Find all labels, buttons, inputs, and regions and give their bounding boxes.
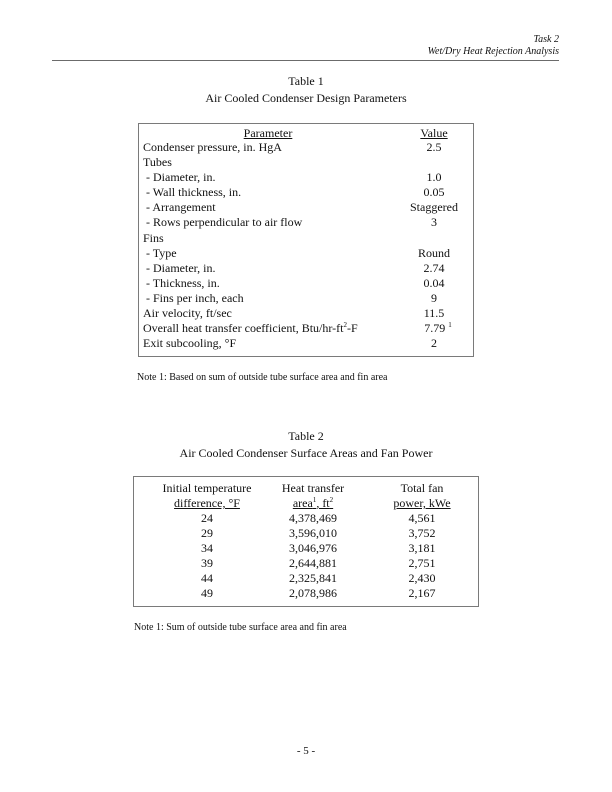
table1-header-value-label: Value [420, 126, 448, 140]
table2-cell-power: 2,167 [408, 586, 436, 600]
table1-row-value: 9 [431, 291, 437, 305]
page-number: - 5 - [296, 745, 316, 757]
table1-row-param-suffix: -F [346, 321, 358, 335]
table1-row-param: Tubes [143, 155, 172, 169]
table1-row-value: 3 [431, 215, 437, 229]
table2-header-col2-unit: , ft [316, 496, 330, 510]
table1-row-value: 1.0 [426, 170, 442, 184]
superscript: 2 [329, 496, 334, 504]
table1-row-param: Fins [143, 231, 164, 245]
table1-header-value [390, 126, 478, 140]
table2-cell-power: 3,181 [408, 541, 436, 555]
table2-number: Table 2 [288, 429, 324, 443]
table1-row-param: - Diameter, in. [143, 170, 216, 184]
table2-note: Note 1: Sum of outside tube surface area and fin area [134, 622, 347, 633]
table1-row-param: - Arrangement [143, 200, 216, 214]
table1-note: Note 1: Based on sum of outside tube surface area and fin area [137, 372, 388, 383]
table2-header-col2-line1: Heat transfer [281, 481, 345, 495]
table1-row-param-text: Overall heat transfer coefficient, Btu/hr-ft [143, 321, 344, 335]
table2-cell-itd: 24 [201, 511, 213, 525]
table2-header-col1-line2 [148, 496, 266, 510]
table2-cell-area: 2,078,986 [289, 586, 337, 600]
table1-row-param: - Rows perpendicular to air flow [143, 215, 303, 229]
table1-row-param: Exit subcooling, °F [143, 336, 237, 350]
table1-row-param: Condenser pressure, in. HgA [143, 140, 282, 154]
table1-title: Air Cooled Condenser Design Parameters [205, 91, 407, 105]
table2-cell-area: 2,644,881 [289, 556, 337, 570]
table1-row-param: - Thickness, in. [143, 276, 220, 290]
footnote-marker: 1 [448, 321, 452, 329]
table1-row-value: 11.5 [423, 306, 445, 320]
table2-cell-itd: 49 [201, 586, 213, 600]
table2-cell-area: 2,325,841 [289, 571, 337, 585]
table1-row-param: Air velocity, ft/sec [143, 306, 232, 320]
table1-row-value: 2.74 [423, 261, 445, 275]
table1-row-value: 0.04 [423, 276, 445, 290]
table2-cell-power: 3,752 [408, 526, 436, 540]
table2-cell-itd: 34 [201, 541, 213, 555]
table1-row-value: 2.5 [426, 140, 442, 154]
table2-cell-area: 3,596,010 [289, 526, 337, 540]
table1-header-parameter-label: Parameter [243, 126, 293, 140]
table2-cell-power: 2,430 [408, 571, 436, 585]
table1-row-param [143, 321, 358, 335]
header-subtitle: Wet/Dry Heat Rejection Analysis [427, 46, 559, 57]
table2-header-col3-line1: Total fan [400, 481, 444, 495]
table2-cell-itd: 39 [201, 556, 213, 570]
table1-row-value: Round [417, 246, 450, 260]
table2-header-col1-unit: difference, °F [174, 496, 240, 510]
table1-row-value-text: 7.79 [424, 321, 446, 335]
table1-row-param: - Diameter, in. [143, 261, 216, 275]
superscript: 2 [343, 321, 347, 329]
header-divider [52, 60, 559, 61]
table1-header-parameter [143, 126, 393, 140]
table2-cell-area: 3,046,976 [289, 541, 337, 555]
footnote-marker: 1 [312, 496, 317, 504]
table2-cell-power: 4,561 [408, 511, 436, 525]
header-task-label: Task 2 [533, 34, 559, 45]
table2-header-col3-line2 [363, 496, 481, 510]
table2-cell-itd: 29 [201, 526, 213, 540]
table2-header-col2-line2 [254, 496, 372, 510]
table1-row-value: 2 [431, 336, 437, 350]
table1-row-param: - Fins per inch, each [143, 291, 244, 305]
table1-row-param: - Wall thickness, in. [143, 185, 242, 199]
table2-cell-area: 4,378,469 [289, 511, 337, 525]
table2-header-col1-line1: Initial temperature [162, 481, 252, 495]
table1-number: Table 1 [288, 74, 324, 88]
table2-header-col3-unit: power, kWe [393, 496, 451, 510]
table1-row-value: 0.05 [423, 185, 445, 199]
table2-header-col2-text: area [292, 496, 313, 510]
table1-row-value: Staggered [410, 200, 458, 214]
table2-cell-itd: 44 [201, 571, 213, 585]
table1-row-value [394, 321, 482, 335]
table2-cell-power: 2,751 [408, 556, 436, 570]
table2-title: Air Cooled Condenser Surface Areas and Fan Power [179, 446, 433, 460]
table1-row-param: - Type [143, 246, 177, 260]
